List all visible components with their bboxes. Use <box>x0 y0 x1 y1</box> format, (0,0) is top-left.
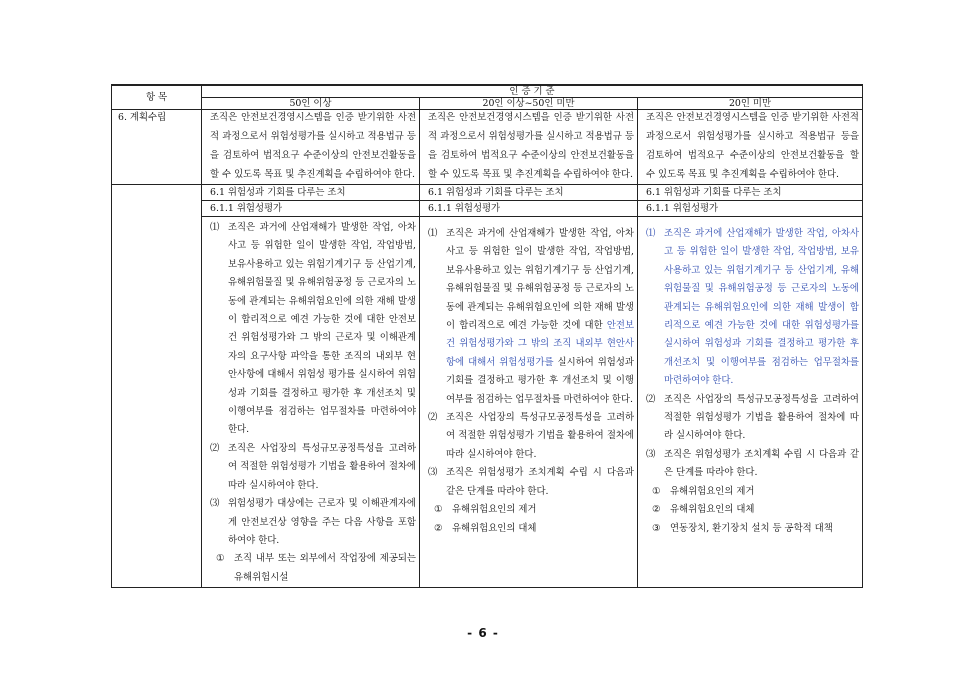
list-item: ⑴ 조직은 과거에 산업재해가 발생한 작업, 아차사고 등 위험한 일이 발생한 작업, 작업방법, 보유사용하고 있는 위험기계기구 등 산업기계, 유해위험물질 및 유해위험공정 등 근로자의 노동에 관계되는 유해위험요인에 의한 재해 발생이 합리적으로 예견 가능한 것에 대한 안전보건 위험성평가와 그 밖의 조직 내외부 현안사항에 대해서 위험성평가를 실시하여 위험성과 기회를 결정하고 평가한 후 개선조치 및 이행여부를 점검하는 업무절차를 마련하여야 한다. <box>428 228 634 405</box>
list-item: ⑵ 조직은 사업장의 특성규모공정특성을 고려하여 적절한 위험성평가 기법을 활용하여 절차에 따라 실시하여야 한다. <box>210 442 416 491</box>
subsection-title-1: 6.1 위험성과 기회를 다루는 조치 <box>210 187 346 198</box>
section-text-2: 조직은 안전보건경영시스템을 인증 받기위한 사전적 과정으로서 위험성평가를 실시하고 적용법규 등을 검토하여 법적요구 수준이상의 안전보건활동을 할 수 있도록 목표 및 추진계획을 수립하여야 한다. <box>428 112 634 180</box>
list-item: ② 유해위험요인의 대체 <box>434 522 537 534</box>
page-number: - 6 - <box>467 626 499 640</box>
empty-item-cell-2 <box>112 201 202 217</box>
list-item: ② 유해위험요인의 대체 <box>652 504 755 516</box>
header-criteria-label: 인 증 기 준 <box>202 85 863 98</box>
list-item: ⑶ 조직은 위험성평가 조치계획 수립 시 다음과 같은 단계를 따라야 한다. <box>646 448 859 479</box>
document-page <box>111 84 862 588</box>
subsub-cell-1 <box>202 201 420 217</box>
list-item: ③ 연동장치, 환기장치 설치 등 공학적 대책 <box>652 522 833 534</box>
list-item: ⑵ 조직은 사업장의 특성규모공정특성을 고려하여 적절한 위험성평가 기법을 활용하여 절차에 따라 실시하여야 한다. <box>646 393 859 442</box>
list-item: ⑶ 조직은 위험성평가 조치계획 수립 시 다음과 같은 단계를 따라야 한다. <box>428 467 634 497</box>
section-text-cell-3 <box>638 110 863 185</box>
content-row <box>112 217 863 588</box>
list-item: ① 조직 내부 또는 외부에서 작업장에 제공되는 유해위험시설 <box>216 553 416 583</box>
subsub-cell-3 <box>638 201 863 217</box>
section-name: 6. 계획수립 <box>118 112 167 123</box>
section-text-cell-1 <box>202 110 420 185</box>
subsub-cell-2 <box>420 201 638 217</box>
list-item: ⑵ 조직은 사업장의 특성규모공정특성을 고려하여 적절한 위험성평가 기법을 활용하여 절차에 따라 실시하여야 한다. <box>428 412 634 460</box>
section-name-cell <box>112 110 202 185</box>
header-item-label: 항 목 <box>112 85 202 110</box>
list-item: ⑴ 조직은 과거에 산업재해가 발생한 작업, 아차사고 등 위험한 일이 발생한 작업, 작업방법, 보유사용하고 있는 위험기계기구 등 산업기계, 유해위험물질 및 유해위험공정 등 근로자의 노동에 관계되는 유해위험요인에 의한 재해 발생이 합리적으로 예견 가능한 것에 대한 위험성평가를 실시하여 위험성과 기회를 결정하고 평가한 후 개선조치 및 이행여부를 점검하는 업무절차를 마련하여야 한다. <box>646 228 859 387</box>
highlighted-text: 조직은 과거에 산업재해가 발생한 작업, 아차사고 등 위험한 일이 발생한 작업, 작업방법, 보유사용하고 있는 위험기계기구 등 산업기계, 유해위험물질 및 유해위험공정 등 근로자의 노동에 관계되는 유해위험요인에 의한 재해 발생이 합리적으로 예견 가능한 것에 대한 위험성평가를 실시하여 위험성과 기회를 결정하고 평가한 후 개선조치 및 이행여부를 점검하는 업무절차를 마련하여야 한다. <box>664 228 859 387</box>
section-text-1: 조직은 안전보건경영시스템을 인증 받기위한 사전적 과정으로서 위험성평가를 실시하고 적용법규 등을 검토하여 법적요구 수준이상의 안전보건활동을 할 수 있도록 목표 및 추진계획을 수립하여야 한다. <box>210 112 416 180</box>
subsub-title-3: 6.1.1 위험성평가 <box>646 203 719 214</box>
content-cell-3 <box>638 217 863 588</box>
subsubsection-row <box>112 201 863 217</box>
subsection-cell-2 <box>420 185 638 201</box>
header-col-under-20: 20인 미만 <box>638 98 863 110</box>
list-item: ⑴ 조직은 과거에 산업재해가 발생한 작업, 아차사고 등 위험한 일이 발생한 작업, 작업방법, 보유사용하고 있는 위험기계기구 등 산업기계, 유해위험물질 및 유해위험공정 등 근로자의 노동에 관계되는 유해위험요인에 의한 재해 발생이 합리적으로 예견 가능한 것에 대한 안전보건 위험성평가와 그 밖의 근로자 및 이해관계자의 요구사항 파악을 통한 조직의 내외부 현안사항에 대해서 위험성 평가를 실시하여 위험성과 기회를 결정하고 평가한 후 개선조치 및 이행여부를 점검하는 업무절차를 마련하여야 한다. <box>210 222 416 436</box>
header-col-20-50: 20인 이상~50인 미만 <box>420 98 638 110</box>
subsection-row <box>112 185 863 201</box>
subsection-title-2: 6.1 위험성과 기회를 다루는 조치 <box>428 187 564 198</box>
empty-item-cell-3 <box>112 217 202 588</box>
highlighted-text: 안전보건 위험성평가와 그 밖의 조직 내외부 현안사항에 대해서 위험성평가를 <box>446 320 634 368</box>
list-item: ① 유해위험요인의 제거 <box>434 504 537 516</box>
subsub-title-1: 6.1.1 위험성평가 <box>210 203 283 214</box>
subsection-title-3: 6.1 위험성과 기회를 다루는 조치 <box>646 187 782 198</box>
content-cell-2 <box>420 217 638 588</box>
list-item: ⑶ 위험성평가 대상에는 근로자 및 이해관계자에게 안전보건상 영향을 주는 다음 사항을 포함하여야 한다. <box>210 498 416 546</box>
empty-item-cell <box>112 185 202 201</box>
subsection-cell-1 <box>202 185 420 201</box>
list-item: ① 유해위험요인의 제거 <box>652 485 755 497</box>
certification-criteria-table <box>111 84 863 588</box>
content-cell-1 <box>202 217 420 588</box>
section-text-cell-2 <box>420 110 638 185</box>
subsection-cell-3 <box>638 185 863 201</box>
section-text-3: 조직은 안전보건경영시스템을 인증 받기위한 사전적 과정으로서 위험성평가를 실시하고 적용법규 등을 검토하여 법적요구 수준이상의 안전보건활동을 할 수 있도록 목표 및 추진계획을 수립하여야 한다. <box>646 112 859 180</box>
subsub-title-2: 6.1.1 위험성평가 <box>428 203 501 214</box>
header-col-50-plus: 50인 이상 <box>202 98 420 110</box>
section-row <box>112 110 863 185</box>
